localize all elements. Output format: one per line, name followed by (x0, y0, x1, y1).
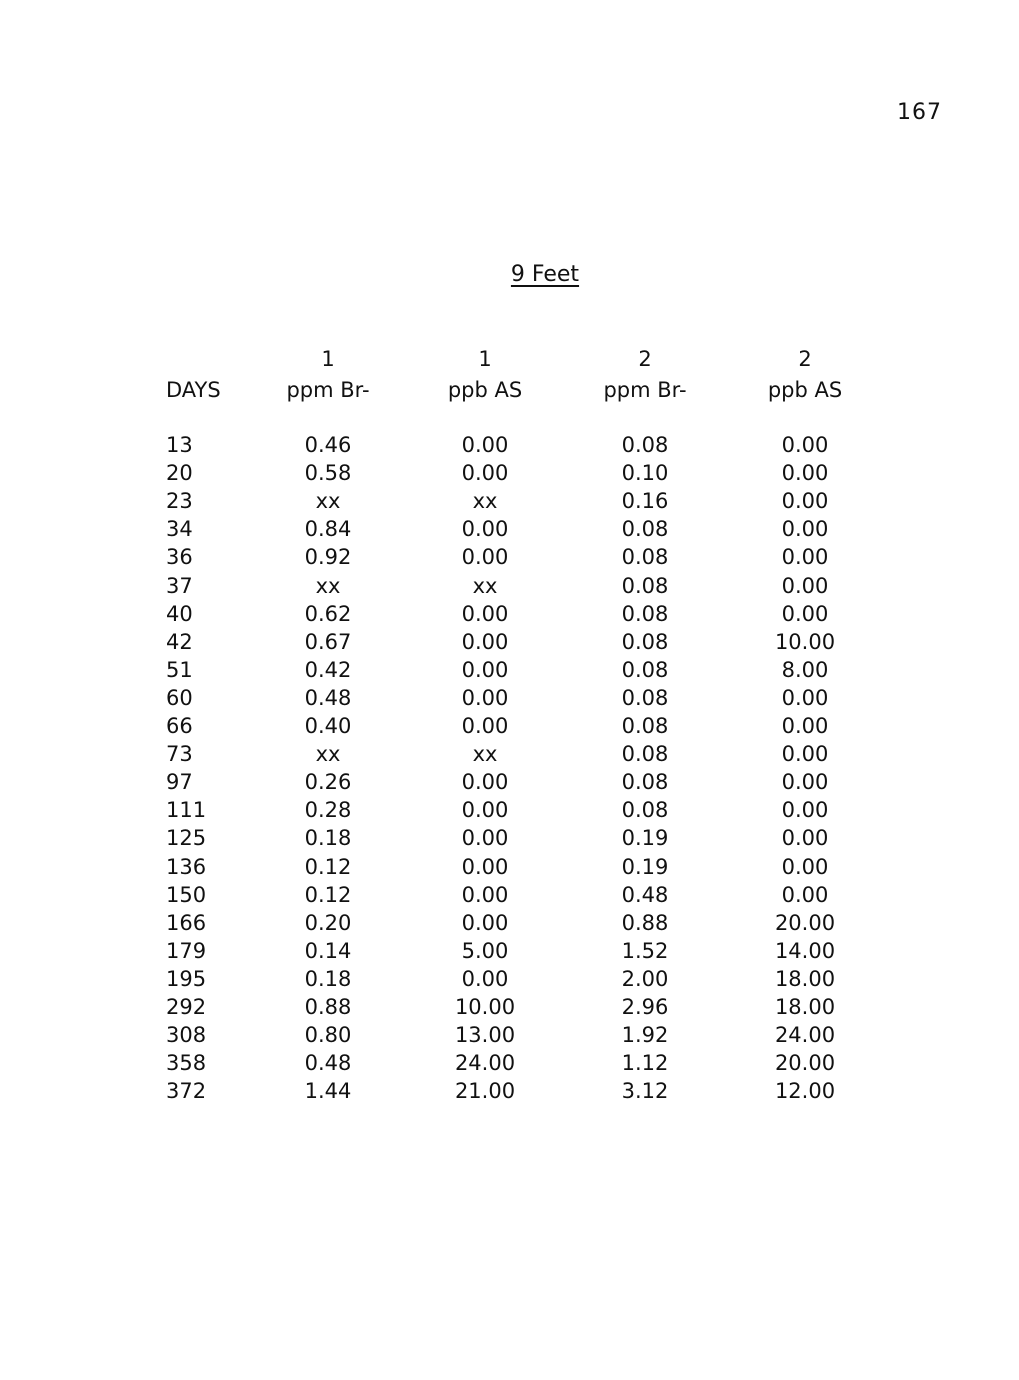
table-cell-probe1-ppm-br: 0.28 (304, 798, 352, 822)
table-cell-probe2-ppb-as: 0.00 (781, 686, 829, 710)
table-cell-probe2-ppb-as: 18.00 (774, 995, 836, 1019)
table-cell-days: 150 (166, 883, 207, 907)
table-cell-days: 97 (166, 770, 193, 794)
table-cell-days: 125 (166, 826, 207, 850)
table-cell-probe1-ppm-br: 0.88 (304, 995, 352, 1019)
table-cell-probe2-ppm-br: 0.08 (621, 433, 669, 457)
table-cell-probe2-ppm-br: 2.00 (621, 967, 669, 991)
table-cell-probe1-ppm-br: 0.48 (304, 1051, 352, 1075)
page-title: 9 Feet (510, 262, 580, 287)
table-cell-probe1-ppm-br: 0.92 (304, 545, 352, 569)
table-cell-days: 37 (166, 574, 193, 598)
table-cell-probe1-ppm-br: 0.67 (304, 630, 352, 654)
table-cell-probe1-ppm-br: 0.26 (304, 770, 352, 794)
table-cell-probe2-ppb-as: 20.00 (774, 911, 836, 935)
table-cell-probe2-ppb-as: 8.00 (781, 658, 829, 682)
table-cell-probe2-ppb-as: 14.00 (774, 939, 836, 963)
table-cell-probe1-ppm-br: xx (315, 574, 341, 598)
column-header-probe2-ppm-br: ppm Br- (603, 378, 687, 402)
table-cell-days: 292 (166, 995, 207, 1019)
table-cell-probe2-ppm-br: 0.48 (621, 883, 669, 907)
table-cell-probe1-ppb-as: 10.00 (454, 995, 516, 1019)
table-cell-probe1-ppm-br: 1.44 (304, 1079, 352, 1103)
table-cell-probe1-ppm-br: 0.48 (304, 686, 352, 710)
table-cell-probe2-ppm-br: 0.08 (621, 574, 669, 598)
table-cell-probe1-ppb-as: 0.00 (461, 602, 509, 626)
table-cell-probe1-ppm-br: 0.12 (304, 883, 352, 907)
table-cell-probe1-ppb-as: xx (472, 574, 498, 598)
table-cell-probe1-ppb-as: 0.00 (461, 911, 509, 935)
table-cell-probe1-ppm-br: xx (315, 742, 341, 766)
table-cell-probe1-ppb-as: 0.00 (461, 517, 509, 541)
table-cell-probe2-ppm-br: 0.08 (621, 630, 669, 654)
header-number-probe2-ppm-br: 2 (638, 347, 652, 371)
table-cell-probe2-ppb-as: 0.00 (781, 602, 829, 626)
table-cell-probe2-ppb-as: 0.00 (781, 574, 829, 598)
table-cell-probe2-ppm-br: 1.92 (621, 1023, 669, 1047)
table-cell-probe1-ppb-as: 0.00 (461, 630, 509, 654)
table-cell-probe2-ppb-as: 0.00 (781, 855, 829, 879)
table-cell-probe1-ppb-as: 5.00 (461, 939, 509, 963)
table-cell-days: 66 (166, 714, 193, 738)
table-cell-days: 136 (166, 855, 207, 879)
table-cell-probe1-ppb-as: 0.00 (461, 883, 509, 907)
table-cell-probe2-ppm-br: 2.96 (621, 995, 669, 1019)
table-cell-probe2-ppb-as: 0.00 (781, 742, 829, 766)
header-number-probe1-ppb-as: 1 (478, 347, 492, 371)
column-header-probe2-ppb-as: ppb AS (767, 378, 843, 402)
table-cell-probe1-ppm-br: 0.62 (304, 602, 352, 626)
table-cell-days: 372 (166, 1079, 207, 1103)
table-cell-probe2-ppm-br: 0.16 (621, 489, 669, 513)
table-cell-probe2-ppm-br: 0.88 (621, 911, 669, 935)
table-cell-probe2-ppm-br: 0.08 (621, 742, 669, 766)
table-cell-probe2-ppb-as: 0.00 (781, 826, 829, 850)
column-header-probe1-ppb-as: ppb AS (447, 378, 523, 402)
table-cell-probe2-ppm-br: 0.19 (621, 855, 669, 879)
table-cell-probe1-ppm-br: 0.18 (304, 826, 352, 850)
table-cell-probe2-ppm-br: 3.12 (621, 1079, 669, 1103)
table-cell-probe1-ppm-br: 0.58 (304, 461, 352, 485)
table-cell-probe1-ppb-as: 0.00 (461, 855, 509, 879)
table-cell-days: 60 (166, 686, 193, 710)
table-cell-probe2-ppm-br: 0.08 (621, 545, 669, 569)
table-cell-days: 179 (166, 939, 207, 963)
table-cell-probe1-ppb-as: 0.00 (461, 826, 509, 850)
table-cell-probe2-ppm-br: 0.08 (621, 686, 669, 710)
table-cell-probe1-ppb-as: 13.00 (454, 1023, 516, 1047)
table-cell-probe1-ppm-br: 0.12 (304, 855, 352, 879)
table-cell-probe2-ppb-as: 0.00 (781, 714, 829, 738)
table-cell-days: 20 (166, 461, 193, 485)
table-cell-probe1-ppb-as: xx (472, 742, 498, 766)
table-cell-probe2-ppb-as: 12.00 (774, 1079, 836, 1103)
table-cell-probe1-ppb-as: 0.00 (461, 461, 509, 485)
table-cell-probe2-ppb-as: 0.00 (781, 489, 829, 513)
table-cell-probe1-ppb-as: 24.00 (454, 1051, 516, 1075)
table-cell-probe2-ppm-br: 1.52 (621, 939, 669, 963)
table-cell-probe1-ppb-as: 0.00 (461, 658, 509, 682)
page-number: 167 (897, 100, 942, 125)
table-cell-days: 195 (166, 967, 207, 991)
table-cell-probe2-ppb-as: 0.00 (781, 461, 829, 485)
table-cell-probe2-ppb-as: 0.00 (781, 798, 829, 822)
table-cell-probe1-ppb-as: 0.00 (461, 686, 509, 710)
table-cell-days: 73 (166, 742, 193, 766)
table-cell-days: 42 (166, 630, 193, 654)
table-cell-days: 34 (166, 517, 193, 541)
table-cell-probe1-ppm-br: 0.42 (304, 658, 352, 682)
table-cell-probe1-ppb-as: 0.00 (461, 433, 509, 457)
table-cell-probe2-ppm-br: 0.10 (621, 461, 669, 485)
table-cell-probe2-ppb-as: 20.00 (774, 1051, 836, 1075)
table-cell-probe2-ppb-as: 0.00 (781, 770, 829, 794)
table-cell-probe2-ppm-br: 0.08 (621, 517, 669, 541)
table-cell-probe2-ppm-br: 0.08 (621, 658, 669, 682)
table-cell-probe1-ppm-br: 0.14 (304, 939, 352, 963)
table-cell-probe2-ppb-as: 0.00 (781, 545, 829, 569)
table-cell-probe2-ppb-as: 24.00 (774, 1023, 836, 1047)
table-cell-probe2-ppm-br: 0.08 (621, 798, 669, 822)
header-number-probe2-ppb-as: 2 (798, 347, 812, 371)
table-cell-days: 308 (166, 1023, 207, 1047)
column-header-probe1-ppm-br: ppm Br- (286, 378, 370, 402)
table-cell-days: 13 (166, 433, 193, 457)
table-cell-probe2-ppb-as: 18.00 (774, 967, 836, 991)
table-cell-probe2-ppb-as: 0.00 (781, 433, 829, 457)
table-cell-probe1-ppb-as: 0.00 (461, 545, 509, 569)
table-cell-probe1-ppb-as: 0.00 (461, 770, 509, 794)
table-cell-probe2-ppm-br: 1.12 (621, 1051, 669, 1075)
header-number-probe1-ppm-br: 1 (321, 347, 335, 371)
table-cell-probe1-ppb-as: 0.00 (461, 967, 509, 991)
table-cell-probe1-ppb-as: 0.00 (461, 714, 509, 738)
table-cell-days: 358 (166, 1051, 207, 1075)
table-cell-probe1-ppm-br: 0.80 (304, 1023, 352, 1047)
table-cell-probe2-ppb-as: 10.00 (774, 630, 836, 654)
table-cell-days: 23 (166, 489, 193, 513)
table-cell-probe1-ppm-br: 0.84 (304, 517, 352, 541)
column-header-days: DAYS (166, 378, 221, 402)
table-cell-days: 166 (166, 911, 207, 935)
table-cell-days: 36 (166, 545, 193, 569)
table-cell-probe1-ppm-br: xx (315, 489, 341, 513)
table-cell-probe1-ppm-br: 0.20 (304, 911, 352, 935)
table-cell-days: 51 (166, 658, 193, 682)
table-cell-days: 40 (166, 602, 193, 626)
table-cell-probe1-ppb-as: 21.00 (454, 1079, 516, 1103)
table-cell-probe2-ppm-br: 0.08 (621, 602, 669, 626)
table-cell-probe1-ppb-as: xx (472, 489, 498, 513)
table-cell-probe1-ppm-br: 0.46 (304, 433, 352, 457)
table-cell-days: 111 (166, 798, 207, 822)
table-cell-probe2-ppm-br: 0.08 (621, 714, 669, 738)
table-cell-probe2-ppb-as: 0.00 (781, 883, 829, 907)
table-cell-probe1-ppm-br: 0.40 (304, 714, 352, 738)
table-cell-probe1-ppb-as: 0.00 (461, 798, 509, 822)
table-cell-probe1-ppm-br: 0.18 (304, 967, 352, 991)
table-cell-probe2-ppm-br: 0.08 (621, 770, 669, 794)
table-cell-probe2-ppb-as: 0.00 (781, 517, 829, 541)
table-cell-probe2-ppm-br: 0.19 (621, 826, 669, 850)
